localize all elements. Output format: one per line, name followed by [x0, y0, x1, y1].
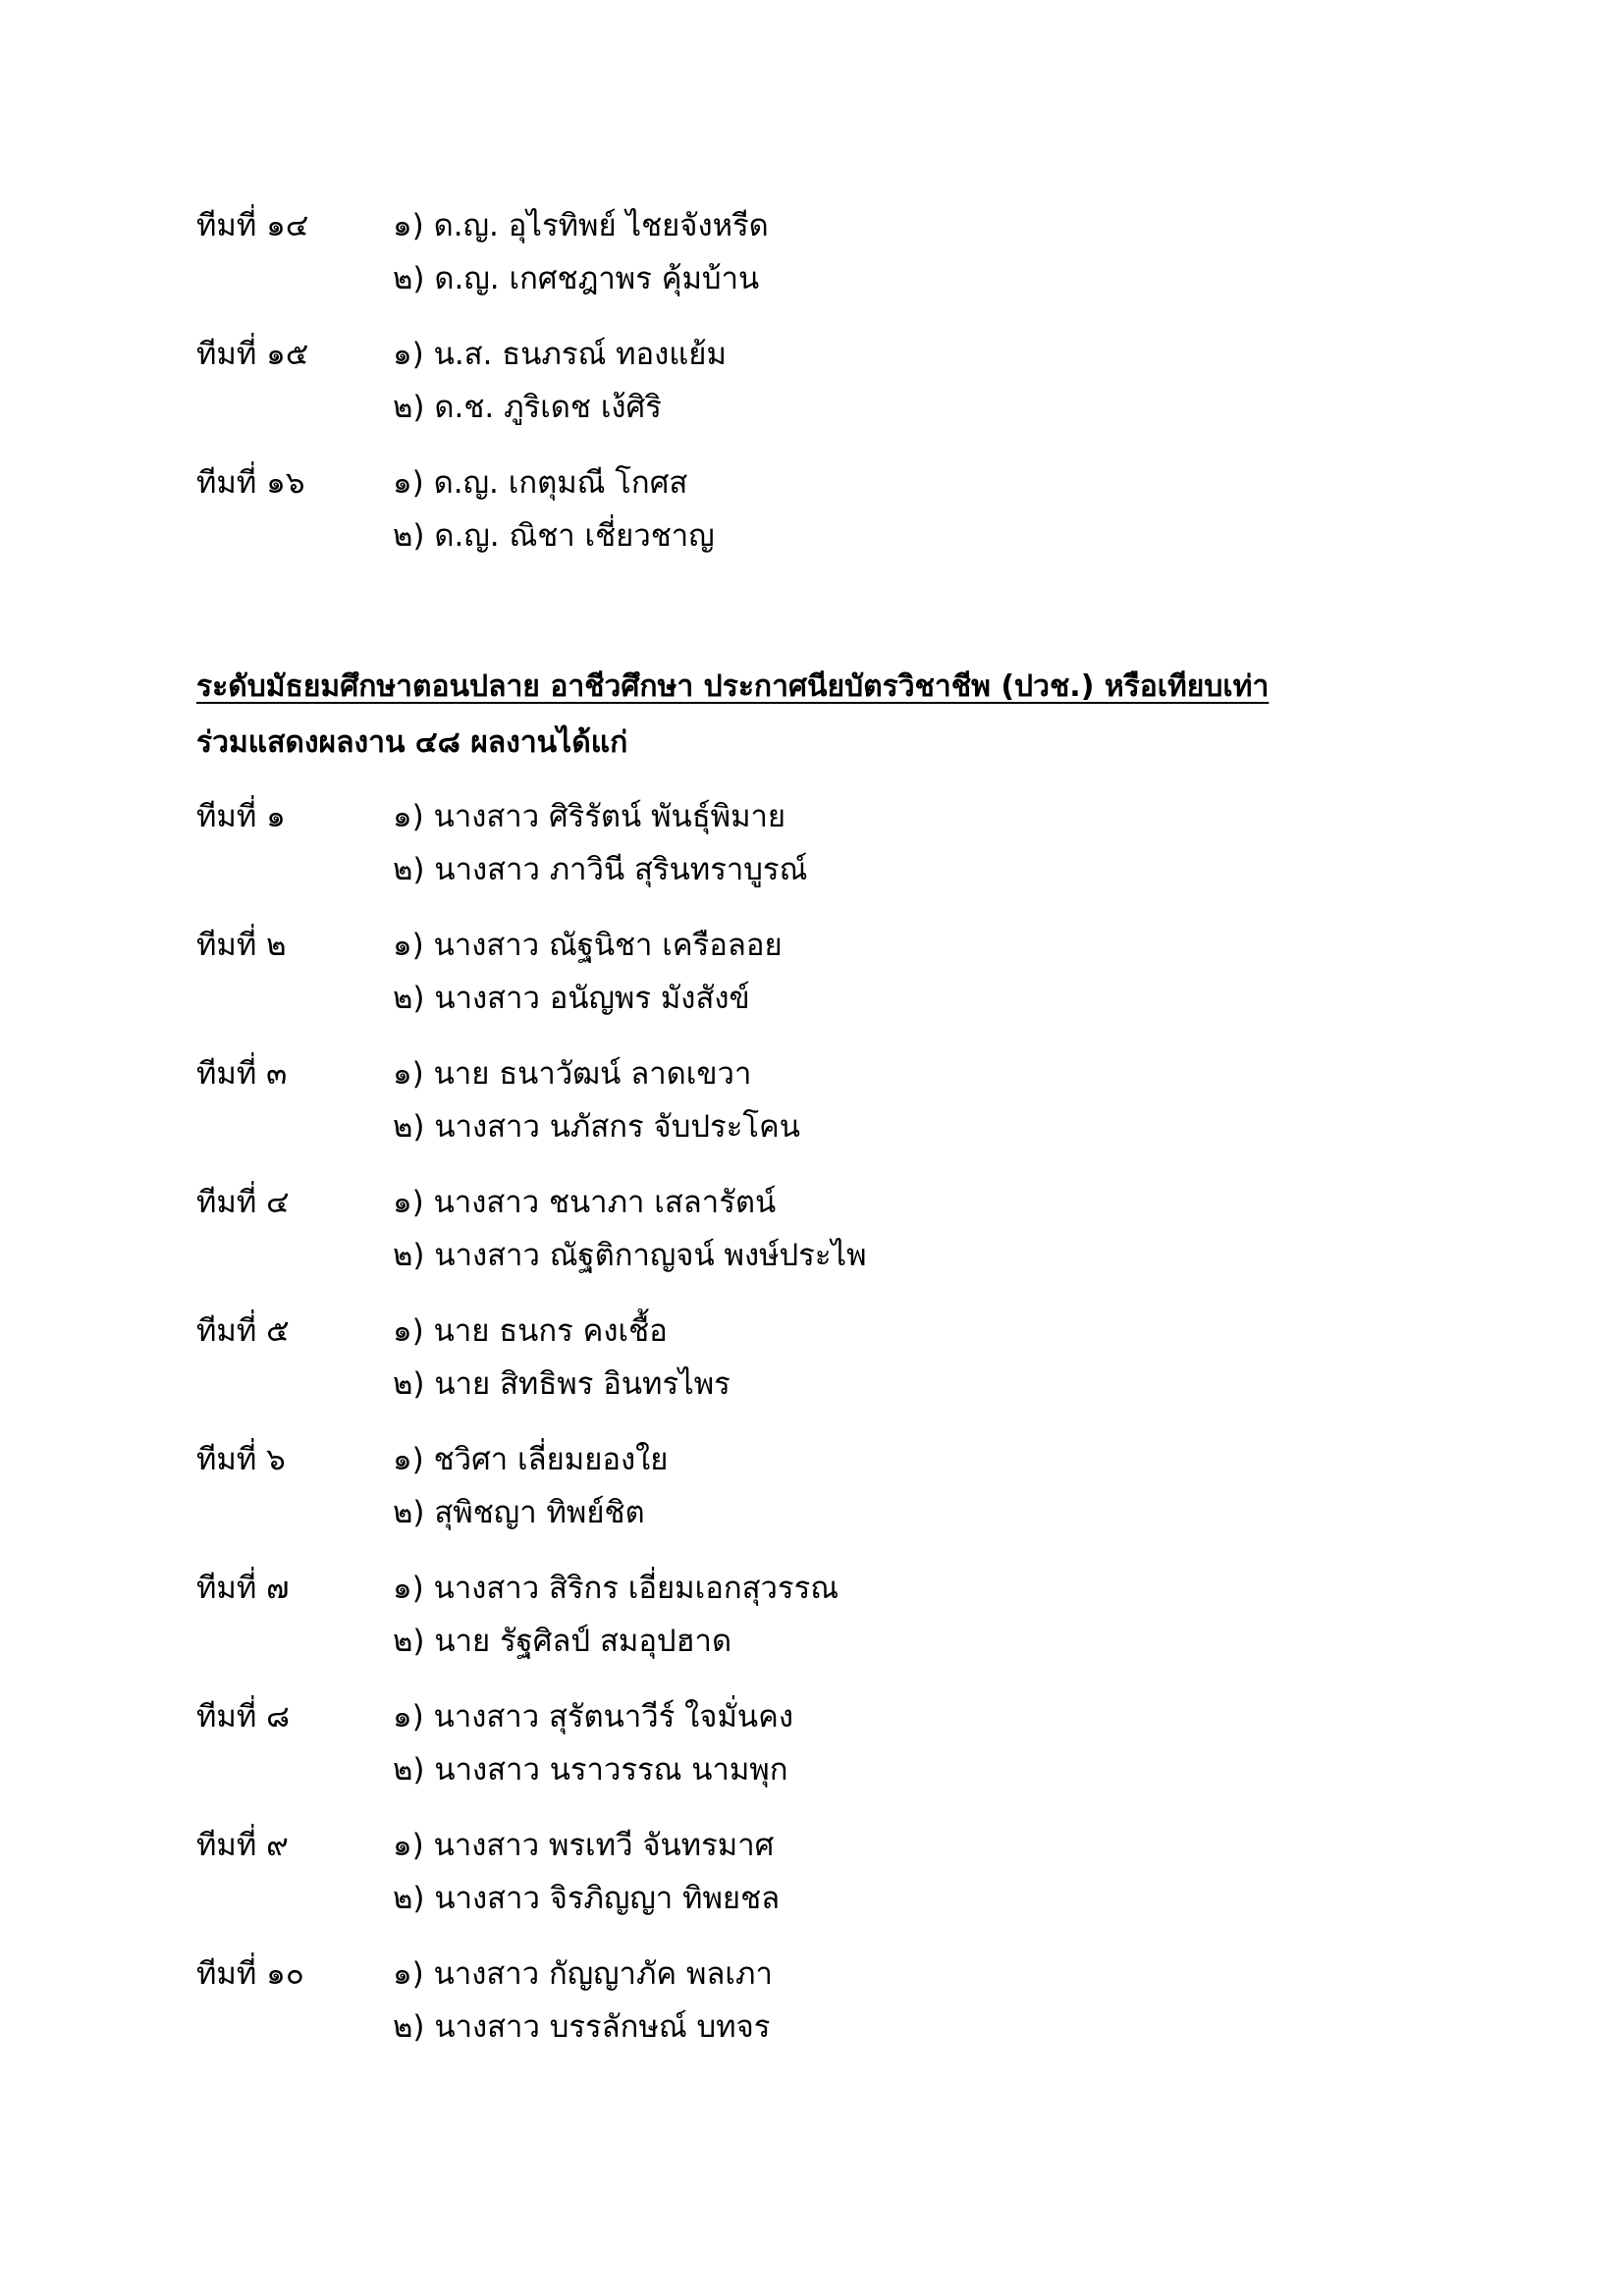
team-member: ๒) ด.ช. ภูริเดช เง้ศิริ — [393, 390, 662, 425]
team-member: ๑) นางสาว กัญญาภัค พลเภา — [393, 1956, 773, 1992]
team-member: ๒) นาย รัฐศิลป์ สมอุปฮาด — [393, 1624, 732, 1659]
team-member: ๑) ด.ญ. อุไรทิพย์ ไชยจังหรีด — [393, 208, 769, 243]
team-member: ๑) นางสาว ศิริรัตน์ พันธุ์พิมาย — [393, 799, 786, 834]
team-member: ๒) นางสาว ภาวินี สุรินทราบูรณ์ — [393, 852, 808, 887]
team-member: ๒) นางสาว นราวรรณ นามพุก — [393, 1752, 788, 1788]
team-member: ๒) ด.ญ. เกศชฎาพร คุ้มบ้าน — [393, 261, 760, 296]
section-subheading: ร่วมแสดงผลงาน ๔๘ ผลงานได้แก่ — [196, 725, 628, 760]
team-member: ๒) นาย สิทธิพร อินทรไพร — [393, 1366, 731, 1402]
team-member: ๑) นางสาว สิริกร เอี่ยมเอกสุวรรณ — [393, 1571, 839, 1606]
team-member: ๑) ด.ญ. เกตุมณี โกศส — [393, 465, 688, 501]
team-member: ๒) นางสาว อนัญพร มังสังข์ — [393, 981, 750, 1016]
team-label: ทีมที่ ๙ — [196, 1828, 289, 1863]
team-label: ทีมที่ ๑๔ — [196, 208, 309, 243]
team-member: ๑) นางสาว สุรัตนาวีร์ ใจมั่นคง — [393, 1699, 793, 1735]
team-member: ๑) นางสาว ณัฐนิชา เครือลอย — [393, 928, 783, 963]
team-member: ๒) สุพิชญา ทิพย์ชิต — [393, 1495, 645, 1530]
team-member: ๒) นางสาว บรรลักษณ์ บทจร — [393, 2009, 771, 2045]
section-heading: ระดับมัธยมศึกษาตอนปลาย อาชีวศึกษา ประกาศนียบัตรวิชาชีพ (ปวช.) หรือเทียบเท่า — [196, 669, 1270, 704]
team-member: ๑) น.ส. ธนภรณ์ ทองแย้ม — [393, 337, 727, 372]
team-label: ทีมที่ ๑๐ — [196, 1956, 304, 1992]
team-label: ทีมที่ ๖ — [196, 1442, 286, 1477]
team-member: ๑) ชวิศา เลี่ยมยองใย — [393, 1442, 669, 1477]
team-member: ๒) นางสาว จิรภิญญา ทิพยชล — [393, 1881, 781, 1916]
team-member: ๒) นางสาว ณัฐติกาญจน์ พงษ์ประไพ — [393, 1238, 867, 1273]
team-member: ๑) นางสาว พรเทวี จันทรมาศ — [393, 1828, 775, 1863]
team-member: ๑) นางสาว ชนาภา เสลารัตน์ — [393, 1185, 777, 1220]
team-label: ทีมที่ ๒ — [196, 928, 287, 963]
team-label: ทีมที่ ๕ — [196, 1313, 290, 1349]
team-member: ๒) ด.ญ. ณิชา เชี่ยวชาญ — [393, 518, 715, 554]
team-label: ทีมที่ ๑๖ — [196, 465, 305, 501]
team-label: ทีมที่ ๓ — [196, 1056, 288, 1092]
team-label: ทีมที่ ๔ — [196, 1185, 290, 1220]
team-label: ทีมที่ ๑ — [196, 799, 286, 834]
team-member: ๒) นางสาว นภัสกร จับประโคน — [393, 1109, 800, 1145]
team-label: ทีมที่ ๗ — [196, 1571, 290, 1606]
team-label: ทีมที่ ๘ — [196, 1699, 291, 1735]
team-member: ๑) นาย ธนกร คงเชื้อ — [393, 1313, 668, 1349]
team-member: ๑) นาย ธนาวัฒน์ ลาดเขวา — [393, 1056, 752, 1092]
team-label: ทีมที่ ๑๕ — [196, 337, 309, 372]
